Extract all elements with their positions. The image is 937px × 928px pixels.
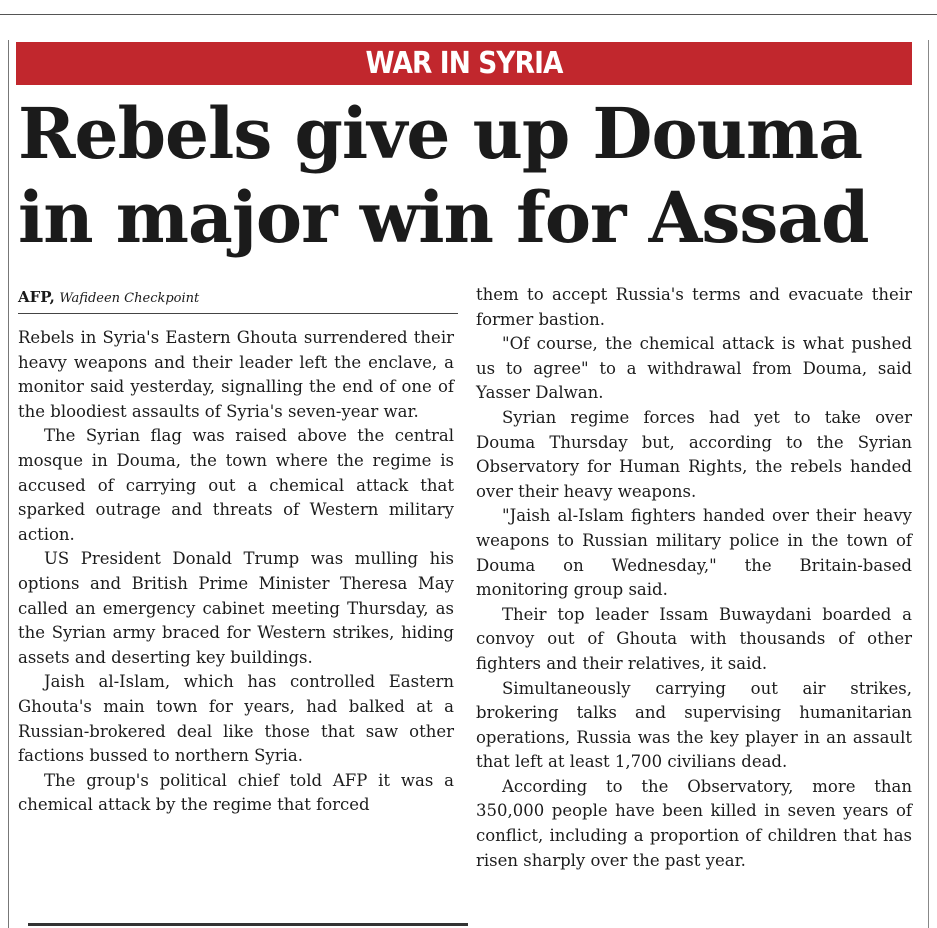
byline-divider bbox=[18, 313, 458, 314]
bottom-rule bbox=[28, 923, 468, 926]
paragraph: According to the Observatory, more than 350,000 people have been killed in seven years of conflict, including a proportion of children that has risen sharply over the past year. bbox=[476, 776, 912, 870]
headline bbox=[18, 92, 918, 260]
paragraph: Rebels in Syria's Eastern Ghouta surrendered their heavy weapons and their leader left the enclave, a monitor said yesterday, signalling the end of one of the bloodiest assaults of Syria's seven-year war. bbox=[18, 328, 454, 421]
byline bbox=[18, 288, 199, 306]
headline-line-2: in major win for Assad bbox=[18, 176, 869, 259]
section-banner bbox=[16, 42, 912, 85]
paragraph: US President Donald Trump was mulling his options and British Prime Minister Theresa May called an emergency cabinet meeting Thursday, as the Syrian army braced for Western strikes, hiding assets and deserting key buildings. bbox=[18, 549, 454, 667]
paragraph: The group's political chief told AFP it was a chemical attack by the regime that forced bbox=[18, 770, 454, 815]
right-border bbox=[928, 40, 929, 928]
paragraph: Jaish al-Islam, which has controlled Eastern Ghouta's main town for years, had balked at a Russian-brokered deal like those that saw other factions bussed to northern Syria. bbox=[18, 672, 454, 766]
paragraph: The Syrian flag was raised above the central mosque in Douma, the town where the regime is accused of carrying out a chemical attack that sparked outrage and threats of Western military action. bbox=[18, 426, 454, 544]
top-rule bbox=[0, 14, 937, 15]
left-border bbox=[8, 40, 9, 928]
paragraph: them to accept Russia's terms and evacuate their former bastion. bbox=[476, 285, 912, 329]
byline-location: Wafideen Checkpoint bbox=[59, 291, 200, 306]
paragraph: "Of course, the chemical attack is what pushed us to agree" to a withdrawal from Douma, said Yasser Dalwan. bbox=[476, 334, 912, 403]
headline-line-1: Rebels give up Douma bbox=[18, 92, 863, 175]
article-column-2 bbox=[476, 283, 912, 873]
paragraph: Their top leader Issam Buwaydani boarded a convoy out of Ghouta with thousands of other fighters and their relatives, it said. bbox=[476, 604, 912, 673]
section-label: WAR IN SYRIA bbox=[365, 46, 563, 81]
paragraph: Simultaneously carrying out air strikes, brokering talks and supervising humanitarian operations, Russia was the key player in an assault that left at least 1,700 civilians dead. bbox=[476, 678, 912, 772]
paragraph: Syrian regime forces had yet to take over Douma Thursday but, according to the Syrian Observatory for Human Rights, the rebels handed over their heavy weapons. bbox=[476, 407, 912, 501]
article-column-1 bbox=[18, 326, 454, 818]
paragraph: "Jaish al-Islam fighters handed over their heavy weapons to Russian military police in the town of Douma on Wednesday," the Britain-based monitoring group said. bbox=[476, 506, 912, 600]
byline-agency: AFP, bbox=[18, 288, 55, 306]
